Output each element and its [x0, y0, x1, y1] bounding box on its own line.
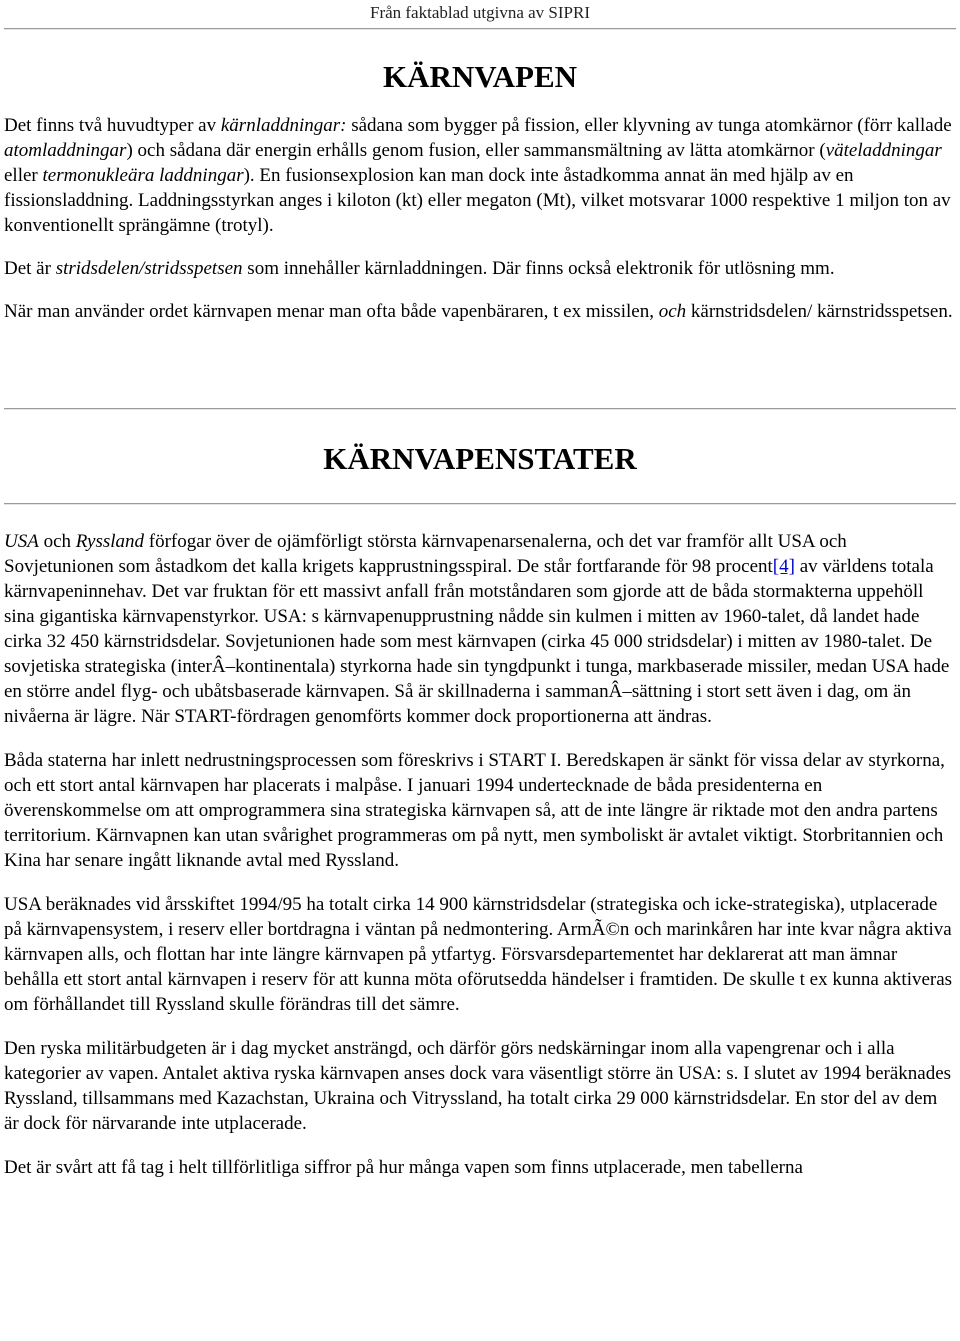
paragraph-figures: Det är svårt att få tag i helt tillförlitliga siffror på hur många vapen som finns utplacerade, men tabellerna: [4, 1157, 803, 1178]
paragraph-russia: Den ryska militärbudgeten är i dag mycket ansträngd, och därför görs nedskärningar inom alla vapengrenar och i alla kategorier av vapen. Antalet aktiva ryska kärnvapen anses dock vara väsentligt större än USA: s. I slutet av 1994 beräknades Ryssland, tillsammans med Kazachstan, Ukraina och Vitryssland, ha totalt cirka 29 000 kärnstridsdelar. En stor del av dem är dock för närvarande inte utplacerade.: [4, 1038, 952, 1134]
paragraph-usa: USA beräknades vid årsskiftet 1994/95 ha totalt cirka 14 900 kärnstridsdelar (strategiska och icke-strategiska), utplacerade på kärnvapensystem, i reserv eller bortdragna i väntan på nedmontering. ArmÃ©n och marinkåren har inte kvar några aktiva kärnvapen alls, och flottan har inte längre kärnvapen på ytfartyg. Försvarsdepartementet har deklarerat att man ämnar behålla ett stort antal kärnvapen i reserv för att kunna möta oförutsedda händelser i framtiden. De skulle t ex kunna aktiveras om förhållandet till Ryssland skulle förändras till det sämre.: [4, 894, 953, 1015]
page-header: [0, 0, 960, 28]
paragraph-definition: När man använder ordet kärnvapen menar man ofta både vapenbäraren, t ex missilen, och kärnstridsdelen/ kärnstridsspetsen.: [4, 301, 953, 322]
source-line: Från faktablad utgivna av SIPRI: [369, 3, 590, 22]
paragraph-warhead: Det är stridsdelen/stridsspetsen som innehåller kärnladdningen. Där finns också elektronik för utlösning mm.: [4, 258, 835, 279]
section-title-karnvapenstater: KÄRNVAPENSTATER: [323, 441, 637, 476]
paragraph-superpowers: USA och Ryssland förfogar över de ojämförligt största kärnvapenarsenalerna, och det var framför allt USA och Sovjetunionen som åstadkom det kalla krigets kapprustningsspiral. De står fortfarande för 98 procent[4] av världens totala kärnvapeninnehav. Det var fruktan för ett massivt anfall från motståndaren som gjorde att de båda stormakterna uppehöll sina gigantiska kärnvapenstyrkor. USA: s kärnvapenupprustning nådde sin kulmen i mitten av 1960-talet, då landet hade cirka 32 450 kärnstridsdelar. Sovjetunionen hade som mest kärnvapen (cirka 45 000 stridsdelar) i mitten av 1980-talet. De sovjetiska strategiska (interÂ–kontinentala) styrkorna hade sin tyngdpunkt i tunga, markbaserade missiler, medan USA hade en större andel flyg- och ubåtsbaserade kärnvapen. Så är skillnaderna i sammanÂ–sättning i stort sett även i dag, om än nivåerna är lägre. När START-fördragen genomförts kommer dock proportionerna att ändras.: [4, 531, 950, 727]
paragraph-disarmament: Båda staterna har inlett nedrustningsprocessen som föreskrivs i START I. Beredskapen är sänkt för vissa delar av styrkorna, och ett stort antal kärnvapen har placerats i malpåse. I januari 1994 undertecknade de båda presidenterna en överenskommelse om att omprogrammera sina strategiska kärnvapen så, att de inte längre är riktade mot den andra partens territorium. Kärnvapnen kan utan svårighet programmeras om på nytt, men symboliskt är avtalet viktigt. Storbritannien och Kina har senare ingått liknande avtal med Ryssland.: [4, 750, 945, 871]
paragraph-types: Det finns två huvudtyper av kärnladdningar: sådana som bygger på fission, eller klyvning av tunga atomkärnor (förr kallade atomladdningar) och sådana där energin erhålls genom fusion, eller sammansmältning av lätta atomkärnor (väteladdningar eller termonukleära laddningar). En fusionsexplosion kan man dock inte åstadkomma annat än med hjälp av en fissionsladdning. Laddningsstyrkan anges i kiloton (kt) eller megaton (Mt), vilket motsvarar 1000 respektive 1 miljon ton av konventionellt sprängämne (trotyl).: [4, 115, 952, 236]
section-title-karnvapen: KÄRNVAPEN: [382, 59, 578, 94]
footnote-link-4[interactable]: [4]: [772, 556, 795, 577]
section-karnvapen: [0, 103, 960, 408]
section-karnvapenstater: [0, 505, 960, 1180]
